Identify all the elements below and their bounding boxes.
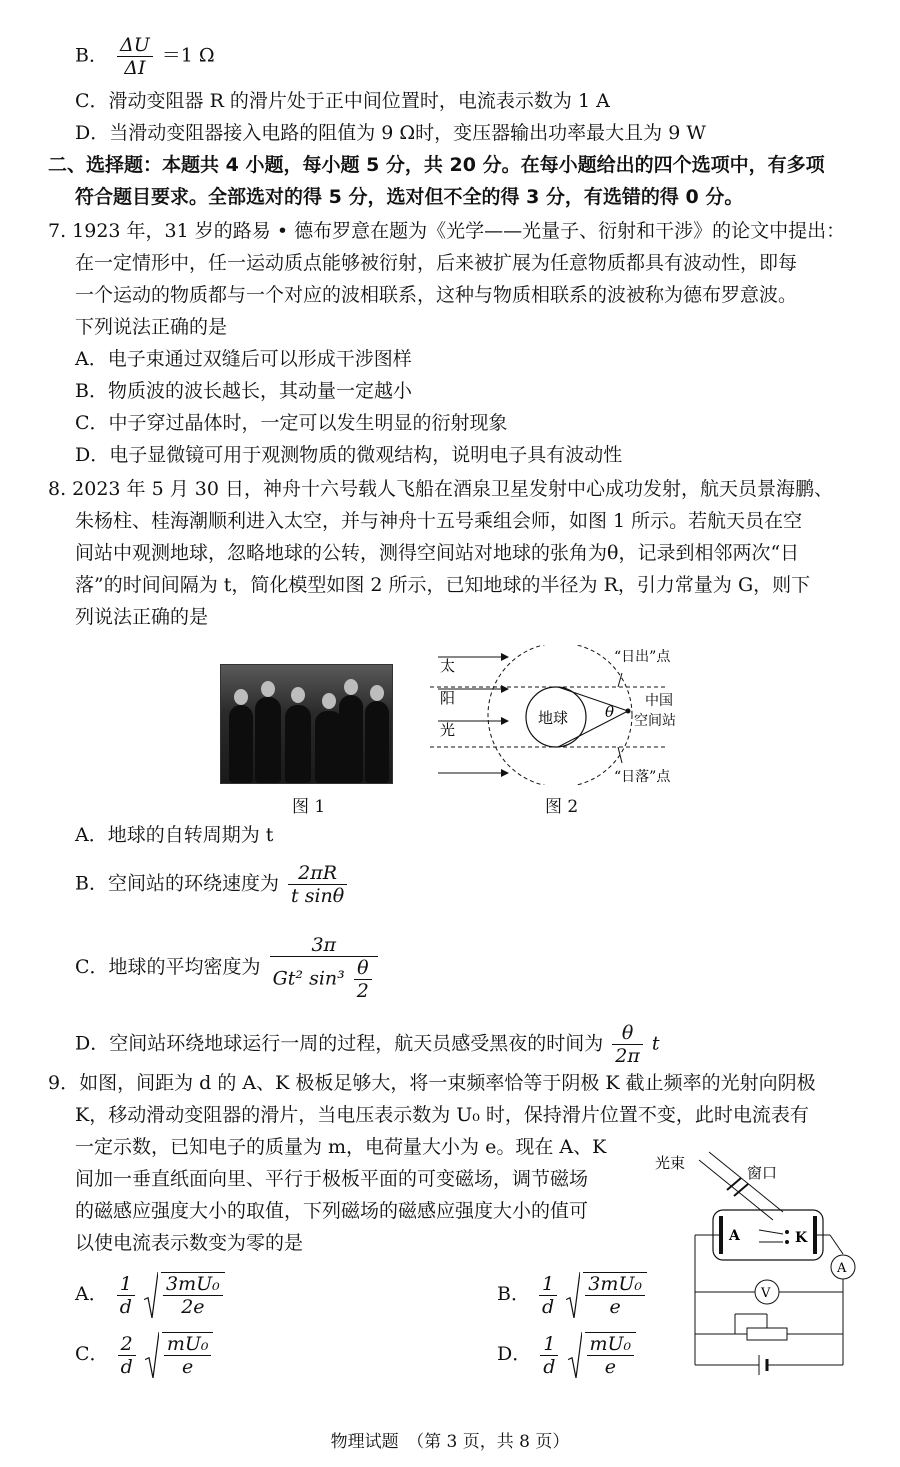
q7-stem: 下列说法正确的是: [75, 316, 228, 338]
fraction: [612, 1022, 643, 1067]
fraction: [288, 862, 347, 907]
radicand-numerator: 3mU₀: [585, 1273, 645, 1296]
coefficient: [539, 1273, 557, 1318]
orbit-diagram: [430, 645, 690, 785]
sun-label-2: 阳: [440, 689, 456, 707]
coef-numerator: 1: [540, 1333, 558, 1356]
square-root: [568, 1332, 640, 1378]
radicand-numerator: mU₀: [587, 1333, 635, 1356]
fraction: [117, 34, 153, 79]
q7-option-a: A．电子束通过双缝后可以形成干涉图样: [75, 348, 412, 370]
sunset-label: “日落”点: [614, 769, 671, 785]
q9-option-b: [497, 1272, 650, 1318]
inner-denominator: 2: [356, 980, 369, 1002]
q9-option-a: [75, 1272, 228, 1318]
radicand-numerator: mU₀: [164, 1333, 212, 1356]
denominator-text: Gt² sin³: [272, 967, 345, 990]
q7-stem: 在一定情形中，任一运动质点能够被衍射，后来被扩展为任意物质都具有波动性，即每: [75, 252, 798, 274]
option-text: D．空间站环绕地球运行一周的过程，航天员感受黑夜的时间为: [75, 1032, 604, 1055]
coef-numerator: 1: [539, 1273, 557, 1296]
q8-stem: 朱杨柱、桂海潮顺利进入太空，并与神舟十五号乘组会师，如图 1 所示。若航天员在空: [75, 510, 803, 532]
fraction-numerator: ΔU: [117, 34, 153, 57]
option-label: C．: [75, 1343, 109, 1365]
q7-stem: 一个运动的物质都与一个对应的波相联系，这种与物质相联系的波被称为德布罗意波。: [75, 284, 798, 306]
earth-label: 地球: [538, 709, 569, 727]
square-root: [566, 1272, 650, 1318]
fraction-numerator: 2πR: [288, 862, 347, 885]
option-text: C．地球的平均密度为: [75, 956, 261, 978]
q7-option-c: C．中子穿过晶体时，一定可以发生明显的衍射现象: [75, 412, 508, 434]
q8-option-a: A．地球的自转周期为 t: [75, 824, 274, 846]
coef-numerator: 2: [118, 1333, 136, 1356]
q8-option-c: [75, 934, 381, 1002]
option-tail: t: [651, 1032, 660, 1055]
q9-stem: 的磁感应强度大小的取值，下列磁场的磁感应强度大小的值可: [75, 1200, 589, 1222]
radicand: [161, 1272, 225, 1318]
ammeter-label: A: [837, 1261, 847, 1276]
radical-sign: [566, 1272, 580, 1318]
radicand-denominator: 2e: [181, 1296, 205, 1318]
window-label: 窗口: [747, 1164, 778, 1182]
q9-stem: 9．如图，间距为 d 的 A、K 极板足够大，将一束频率恰等于阴极 K 截止频率的光射向阴极: [48, 1072, 816, 1094]
fraction-denominator: t sinθ: [291, 885, 345, 907]
fraction-numerator: 3π: [270, 934, 378, 957]
fraction: [270, 934, 378, 1002]
square-root: [145, 1332, 217, 1378]
radical-sign: [568, 1332, 582, 1378]
q6-option-c: C．滑动变阻器 R 的滑片处于正中间位置时，电流表示数为 1 A: [75, 90, 610, 112]
q6-option-b: [75, 34, 215, 79]
fraction-denominator: ΔI: [124, 57, 146, 79]
fraction-numerator: θ: [612, 1022, 643, 1045]
coef-numerator: 1: [117, 1273, 135, 1296]
q6-option-d: D．当滑动变阻器接入电路的阻值为 9 Ω时，变压器输出功率最大且为 9 W: [75, 122, 706, 144]
sun-label-3: 光: [440, 721, 456, 739]
option-label: B．: [497, 1283, 530, 1305]
option-label: B．: [75, 44, 108, 67]
coefficient: [540, 1333, 558, 1378]
plate-k-label: K: [795, 1230, 808, 1246]
voltmeter-label: V: [761, 1286, 771, 1301]
sunrise-label: “日出”点: [614, 649, 671, 665]
fraction-denominator: 2π: [615, 1045, 640, 1067]
option-text: B．空间站的环绕速度为: [75, 872, 279, 895]
q8-stem: 间站中观测地球，忽略地球的公转，测得空间站对地球的张角为θ，记录到相邻两次“日: [75, 542, 800, 564]
q9-option-c: [75, 1332, 216, 1378]
q9-stem: 以使电流表示数变为零的是: [75, 1232, 304, 1254]
coefficient: [118, 1333, 136, 1378]
radical-sign: [145, 1332, 159, 1378]
coef-denominator: d: [542, 1295, 555, 1318]
radicand-numerator: 3mU₀: [163, 1273, 223, 1296]
q9-stem: 间加一垂直纸面向里、平行于极板平面的可变磁场，调节磁场: [75, 1168, 589, 1190]
section-heading-cont: 符合题目要求。全部选对的得 5 分，选对但不全的得 3 分，有选错的得 0 分。: [75, 186, 744, 208]
sun-label-1: 太: [440, 657, 456, 675]
coef-denominator: d: [543, 1355, 556, 1378]
q8-stem: 8. 2023 年 5 月 30 日，神舟十六号载人飞船在酒泉卫星发射中心成功发射，航天员景海鹏、: [48, 478, 833, 500]
q8-stem: 列说法正确的是: [75, 606, 209, 628]
coef-denominator: d: [120, 1355, 133, 1378]
plate-a-label: A: [729, 1228, 740, 1244]
figure-1-caption: 图 1: [292, 797, 326, 817]
beam-label: 光束: [655, 1154, 686, 1172]
q8-option-b: [75, 862, 350, 907]
q8-stem: 落”的时间间隔为 t，简化模型如图 2 所示，已知地球的半径为 R，引力常量为 G，则下: [75, 574, 811, 596]
inner-numerator: θ: [354, 957, 372, 980]
figure-2-caption: 图 2: [545, 797, 579, 817]
radicand-denominator: e: [609, 1296, 621, 1318]
radicand: [162, 1332, 214, 1378]
astronaut-photo: [220, 664, 393, 784]
q9-stem: K，移动滑动变阻器的滑片，当电压表示数为 U₀ 时，保持滑片位置不变，此时电流表有: [75, 1104, 809, 1126]
inner-fraction: [354, 957, 372, 1002]
radicand: [583, 1272, 647, 1318]
radicand-denominator: e: [182, 1356, 194, 1378]
option-text: ＝1 Ω: [161, 44, 215, 67]
option-label: A．: [75, 1283, 108, 1305]
q9-option-d: [497, 1332, 639, 1378]
theta-label: θ: [605, 703, 615, 721]
section-heading: 二、选择题：本题共 4 小题，每小题 5 分，共 20 分。在每小题给出的四个选项中，有多项: [48, 154, 825, 176]
station-label-2: 空间站: [634, 713, 676, 729]
q7-option-d: D．电子显微镜可用于观测物质的微观结构，说明电子具有波动性: [75, 444, 623, 466]
q7-stem: 7. 1923 年，31 岁的路易 • 德布罗意在题为《光学——光量子、衍射和干涉》的论文中提出：: [48, 220, 846, 242]
q8-option-d: [75, 1022, 660, 1067]
square-root: [144, 1272, 228, 1318]
page-footer: 物理试题 （第 3 页，共 8 页）: [330, 1432, 570, 1452]
q7-option-b: B．物质波的波长越长，其动量一定越小: [75, 380, 412, 402]
coefficient: [117, 1273, 135, 1318]
coef-denominator: d: [119, 1295, 132, 1318]
radicand: [585, 1332, 637, 1378]
radicand-denominator: e: [604, 1356, 616, 1378]
radical-sign: [144, 1272, 158, 1318]
phototube-circuit-diagram: [655, 1150, 860, 1375]
fraction-denominator: [270, 957, 378, 1002]
option-label: D．: [497, 1343, 532, 1365]
station-label-1: 中国: [645, 693, 673, 709]
q9-stem: 一定示数，已知电子的质量为 m，电荷量大小为 e。现在 A、K: [75, 1136, 607, 1158]
